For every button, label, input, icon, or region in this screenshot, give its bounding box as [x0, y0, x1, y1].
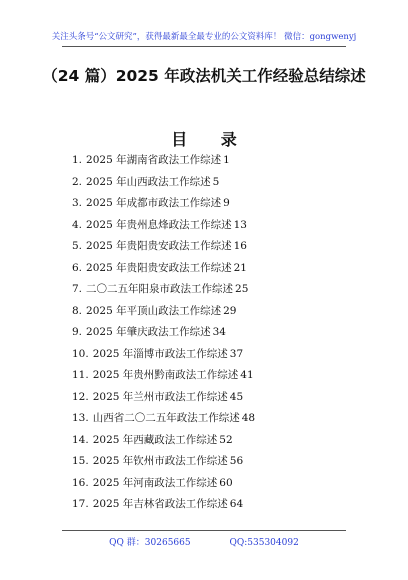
toc-entry-page: 13	[233, 218, 247, 231]
footer-divider	[62, 530, 346, 531]
toc-entry[interactable]	[72, 365, 372, 387]
toc-entry-title: 2025 年河南政法工作综述	[92, 476, 218, 489]
toc-entry-title: 2025 年贵阳贵安政法工作综述	[86, 240, 232, 252]
toc-entry-page: 21	[233, 261, 247, 274]
toc-entry-page: 1	[223, 154, 230, 166]
toc-entry[interactable]	[72, 408, 372, 430]
toc-entry[interactable]	[72, 172, 372, 194]
table-of-contents	[72, 150, 372, 516]
header-notice: 关注头条号“公文研究”，获得最新最全最专业的公文资料库！ 微信：gongwenyj	[51, 32, 357, 42]
toc-entry[interactable]	[72, 193, 372, 215]
toc-entry-page: 52	[219, 433, 233, 446]
toc-entry-title: 2025 年平顶山政法工作综述	[86, 304, 222, 317]
toc-entry-page: 60	[219, 476, 233, 489]
toc-entry[interactable]	[72, 387, 372, 409]
toc-entry[interactable]	[72, 301, 372, 323]
toc-entry-number: 9.	[72, 326, 83, 338]
toc-entry[interactable]	[72, 258, 372, 280]
toc-entry-number: 14.	[72, 433, 89, 446]
toc-entry-page: 5	[212, 175, 220, 188]
toc-entry-title: 2025 年吉林省政法工作综述	[92, 498, 228, 510]
toc-entry-page: 41	[240, 369, 254, 381]
toc-entry-title: 2025 年山西政法工作综述	[86, 175, 211, 188]
toc-entry-number: 13.	[72, 412, 89, 424]
toc-entry-number: 15.	[72, 455, 89, 467]
toc-entry[interactable]	[72, 494, 372, 516]
toc-entry-title: 2025 年贵州黔南政法工作综述	[92, 369, 239, 381]
toc-entry[interactable]	[72, 473, 372, 495]
toc-entry-title: 2025 年肇庆政法工作综述	[86, 326, 211, 338]
toc-entry-number: 5.	[72, 240, 83, 252]
toc-entry[interactable]	[72, 150, 372, 172]
toc-entry-title: 2025 年钦州市政法工作综述	[92, 455, 228, 467]
toc-entry-page: 48	[241, 412, 256, 424]
toc-entry[interactable]	[72, 279, 372, 301]
toc-entry[interactable]	[72, 322, 372, 344]
toc-entry-page: 45	[229, 390, 244, 403]
toc-heading: 目 录	[171, 130, 251, 149]
toc-entry-page: 9	[223, 197, 230, 209]
toc-entry-page: 34	[212, 326, 226, 338]
toc-entry-page: 29	[223, 304, 237, 317]
toc-entry-number: 12.	[72, 390, 89, 403]
toc-entry-number: 3.	[72, 197, 83, 209]
toc-entry-title: 二〇二五年阳泉市政法工作综述	[86, 283, 234, 295]
toc-entry-page: 56	[229, 455, 244, 467]
footer-qq-group: QQ 群：30265665	[109, 538, 191, 548]
toc-entry-title: 2025 年兰州市政法工作综述	[92, 390, 228, 403]
toc-entry[interactable]	[72, 215, 372, 237]
toc-entry-number: 1.	[72, 154, 83, 166]
document-title: （24 篇）2025 年政法机关工作经验总结综述	[42, 67, 366, 85]
toc-entry-title: 山西省二〇二五年政法工作综述	[92, 412, 240, 424]
header-divider	[62, 46, 346, 47]
toc-entry-page: 25	[235, 283, 249, 295]
toc-entry-title: 2025 年贵阳贵安政法工作综述	[86, 261, 232, 274]
toc-entry-title: 2025 年成都市政法工作综述	[86, 197, 222, 209]
toc-entry[interactable]	[72, 451, 372, 473]
toc-entry-number: 16.	[72, 476, 89, 489]
toc-entry-title: 2025 年贵州息烽政法工作综述	[86, 218, 232, 231]
toc-entry-number: 4.	[72, 218, 83, 231]
toc-entry-page: 64	[229, 498, 244, 510]
toc-entry-number: 17.	[72, 498, 89, 510]
toc-entry-number: 11.	[72, 369, 89, 381]
footer-qq: QQ:535304092	[229, 538, 299, 548]
toc-entry-page: 16	[233, 240, 247, 252]
footer	[0, 535, 408, 548]
toc-entry-title: 2025 年湖南省政法工作综述	[86, 154, 222, 166]
toc-entry-number: 10.	[72, 347, 89, 360]
toc-entry-number: 2.	[72, 175, 83, 188]
toc-entry[interactable]	[72, 236, 372, 258]
toc-entry-title: 2025 年淄博市政法工作综述	[92, 347, 228, 360]
toc-entry-title: 2025 年西藏政法工作综述	[92, 433, 218, 446]
toc-entry-number: 7.	[72, 283, 83, 295]
toc-entry-page: 37	[229, 347, 244, 360]
toc-entry[interactable]	[72, 344, 372, 366]
toc-entry-number: 6.	[72, 261, 83, 274]
toc-entry[interactable]	[72, 430, 372, 452]
toc-entry-number: 8.	[72, 304, 83, 317]
